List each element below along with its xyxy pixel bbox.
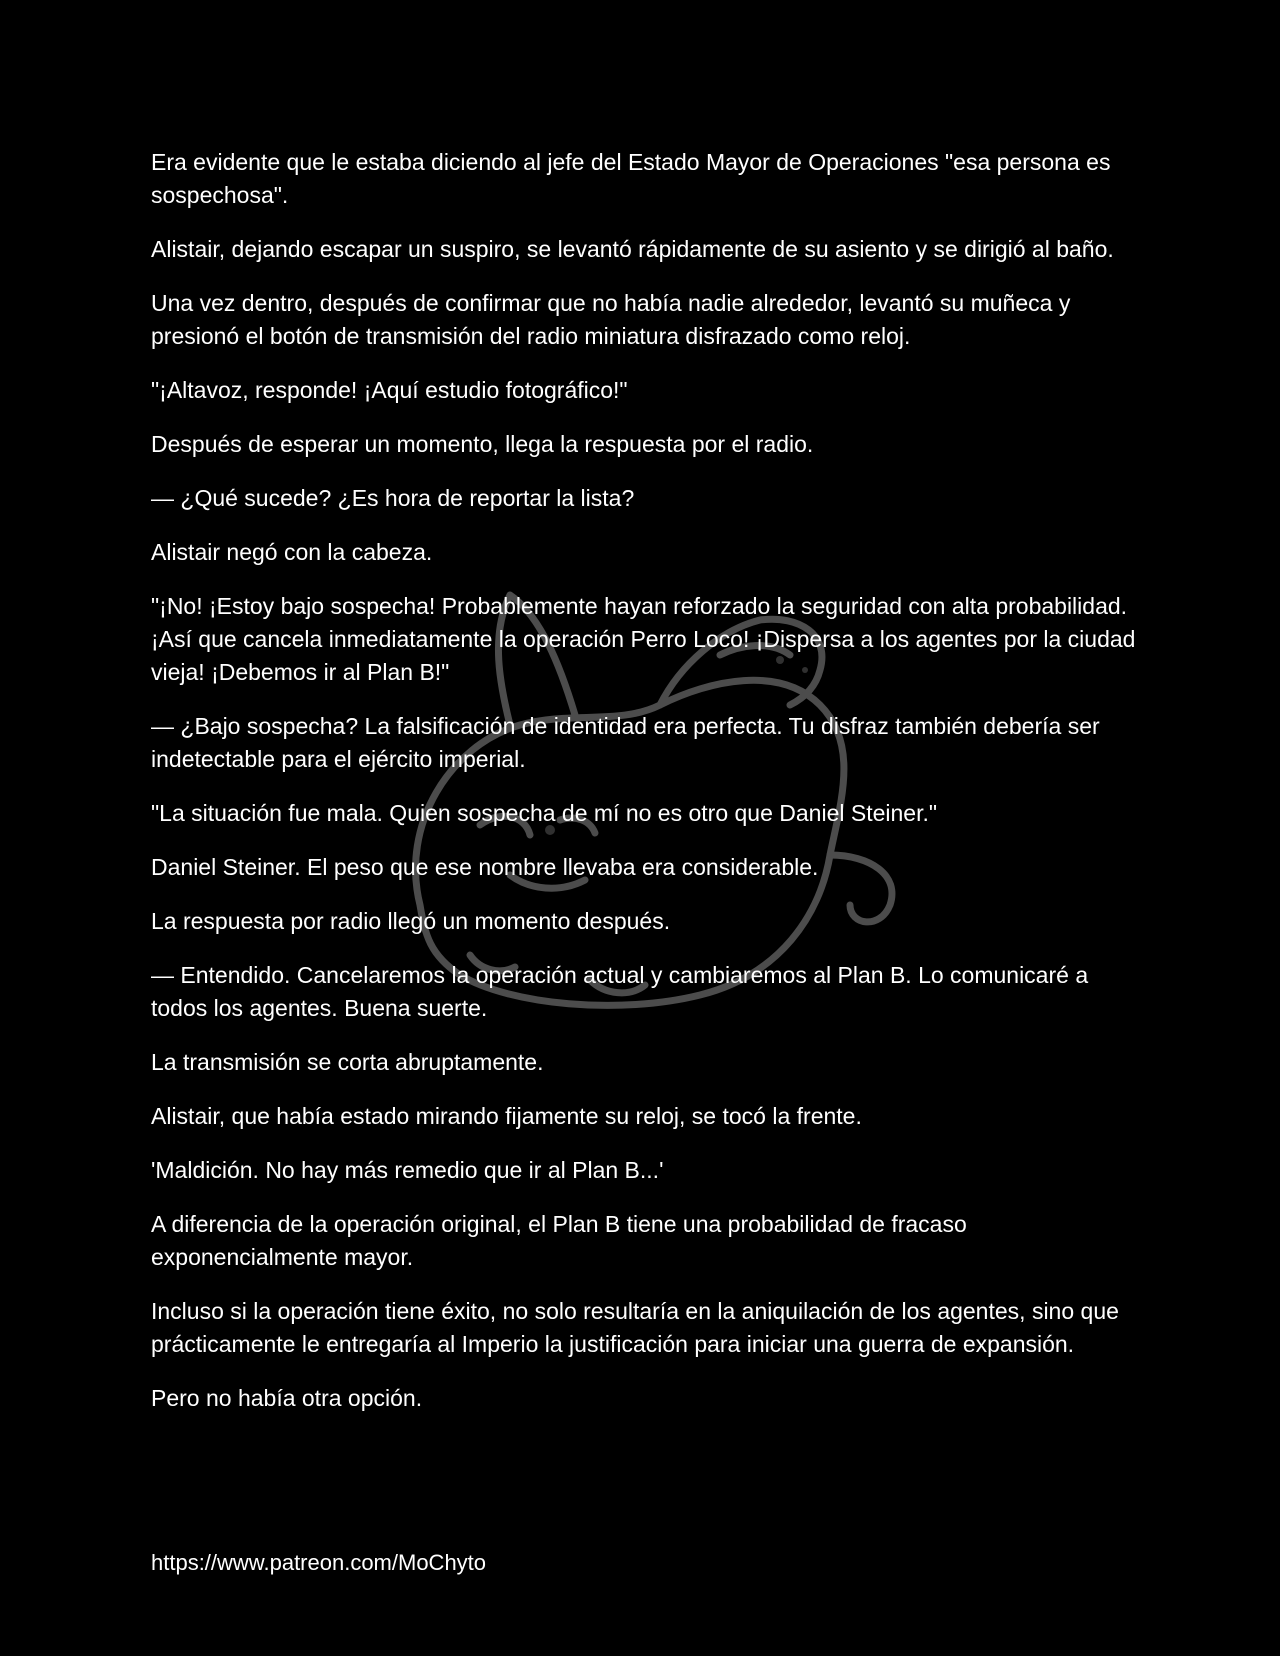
paragraph: — Entendido. Cancelaremos la operación actual y cambiaremos al Plan B. Lo comunicaré a todos los agentes. Buena suerte. [151,962,1089,1021]
paragraph: Pero no había otra opción. [151,1385,423,1411]
paragraph: A diferencia de la operación original, el Plan B tiene una probabilidad de fracaso exponencialmente mayor. [151,1211,967,1270]
paragraph: "La situación fue mala. Quien sospecha de mí no es otro que Daniel Steiner." [151,800,938,826]
paragraph: "¡Altavoz, responde! ¡Aquí estudio fotográfico!" [151,377,628,403]
paragraph: Alistair, que había estado mirando fijamente su reloj, se tocó la frente. [151,1103,862,1129]
paragraph: La transmisión se corta abruptamente. [151,1049,544,1075]
paragraph: — ¿Qué sucede? ¿Es hora de reportar la lista? [151,485,635,511]
paragraph: Daniel Steiner. El peso que ese nombre llevaba era considerable. [151,854,819,880]
paragraph: 'Maldición. No hay más remedio que ir al Plan B...' [151,1157,664,1183]
paragraph: Alistair negó con la cabeza. [151,539,433,565]
paragraph: Después de esperar un momento, llega la respuesta por el radio. [151,431,814,457]
paragraph: — ¿Bajo sospecha? La falsificación de identidad era perfecta. Tu disfraz también debería ser indetectable para el ejército imperial. [151,713,1100,772]
paragraph: La respuesta por radio llegó un momento después. [151,908,671,934]
paragraph: Era evidente que le estaba diciendo al jefe del Estado Mayor de Operaciones "esa persona es sospechosa". [151,149,1111,208]
chapter-text [151,146,1141,1436]
paragraph: "¡No! ¡Estoy bajo sospecha! Probablemente hayan reforzado la seguridad con alta probabilidad. ¡Así que cancela inmediatamente la operación Perro Loco! ¡Dispersa a los agentes por la ciudad vieja! ¡Debemos ir al Plan B!" [151,593,1136,685]
patreon-link[interactable]: https://www.patreon.com/MoChyto [151,1550,487,1575]
paragraph: Alistair, dejando escapar un suspiro, se levantó rápidamente de su asiento y se dirigió al baño. [151,236,1114,262]
paragraph: Una vez dentro, después de confirmar que no había nadie alrededor, levantó su muñeca y presionó el botón de transmisión del radio miniatura disfrazado como reloj. [151,290,1071,349]
paragraph: Incluso si la operación tiene éxito, no solo resultaría en la aniquilación de los agentes, sino que prácticamente le entregaría al Imperio la justificación para iniciar una guerra de expansión. [151,1298,1119,1357]
